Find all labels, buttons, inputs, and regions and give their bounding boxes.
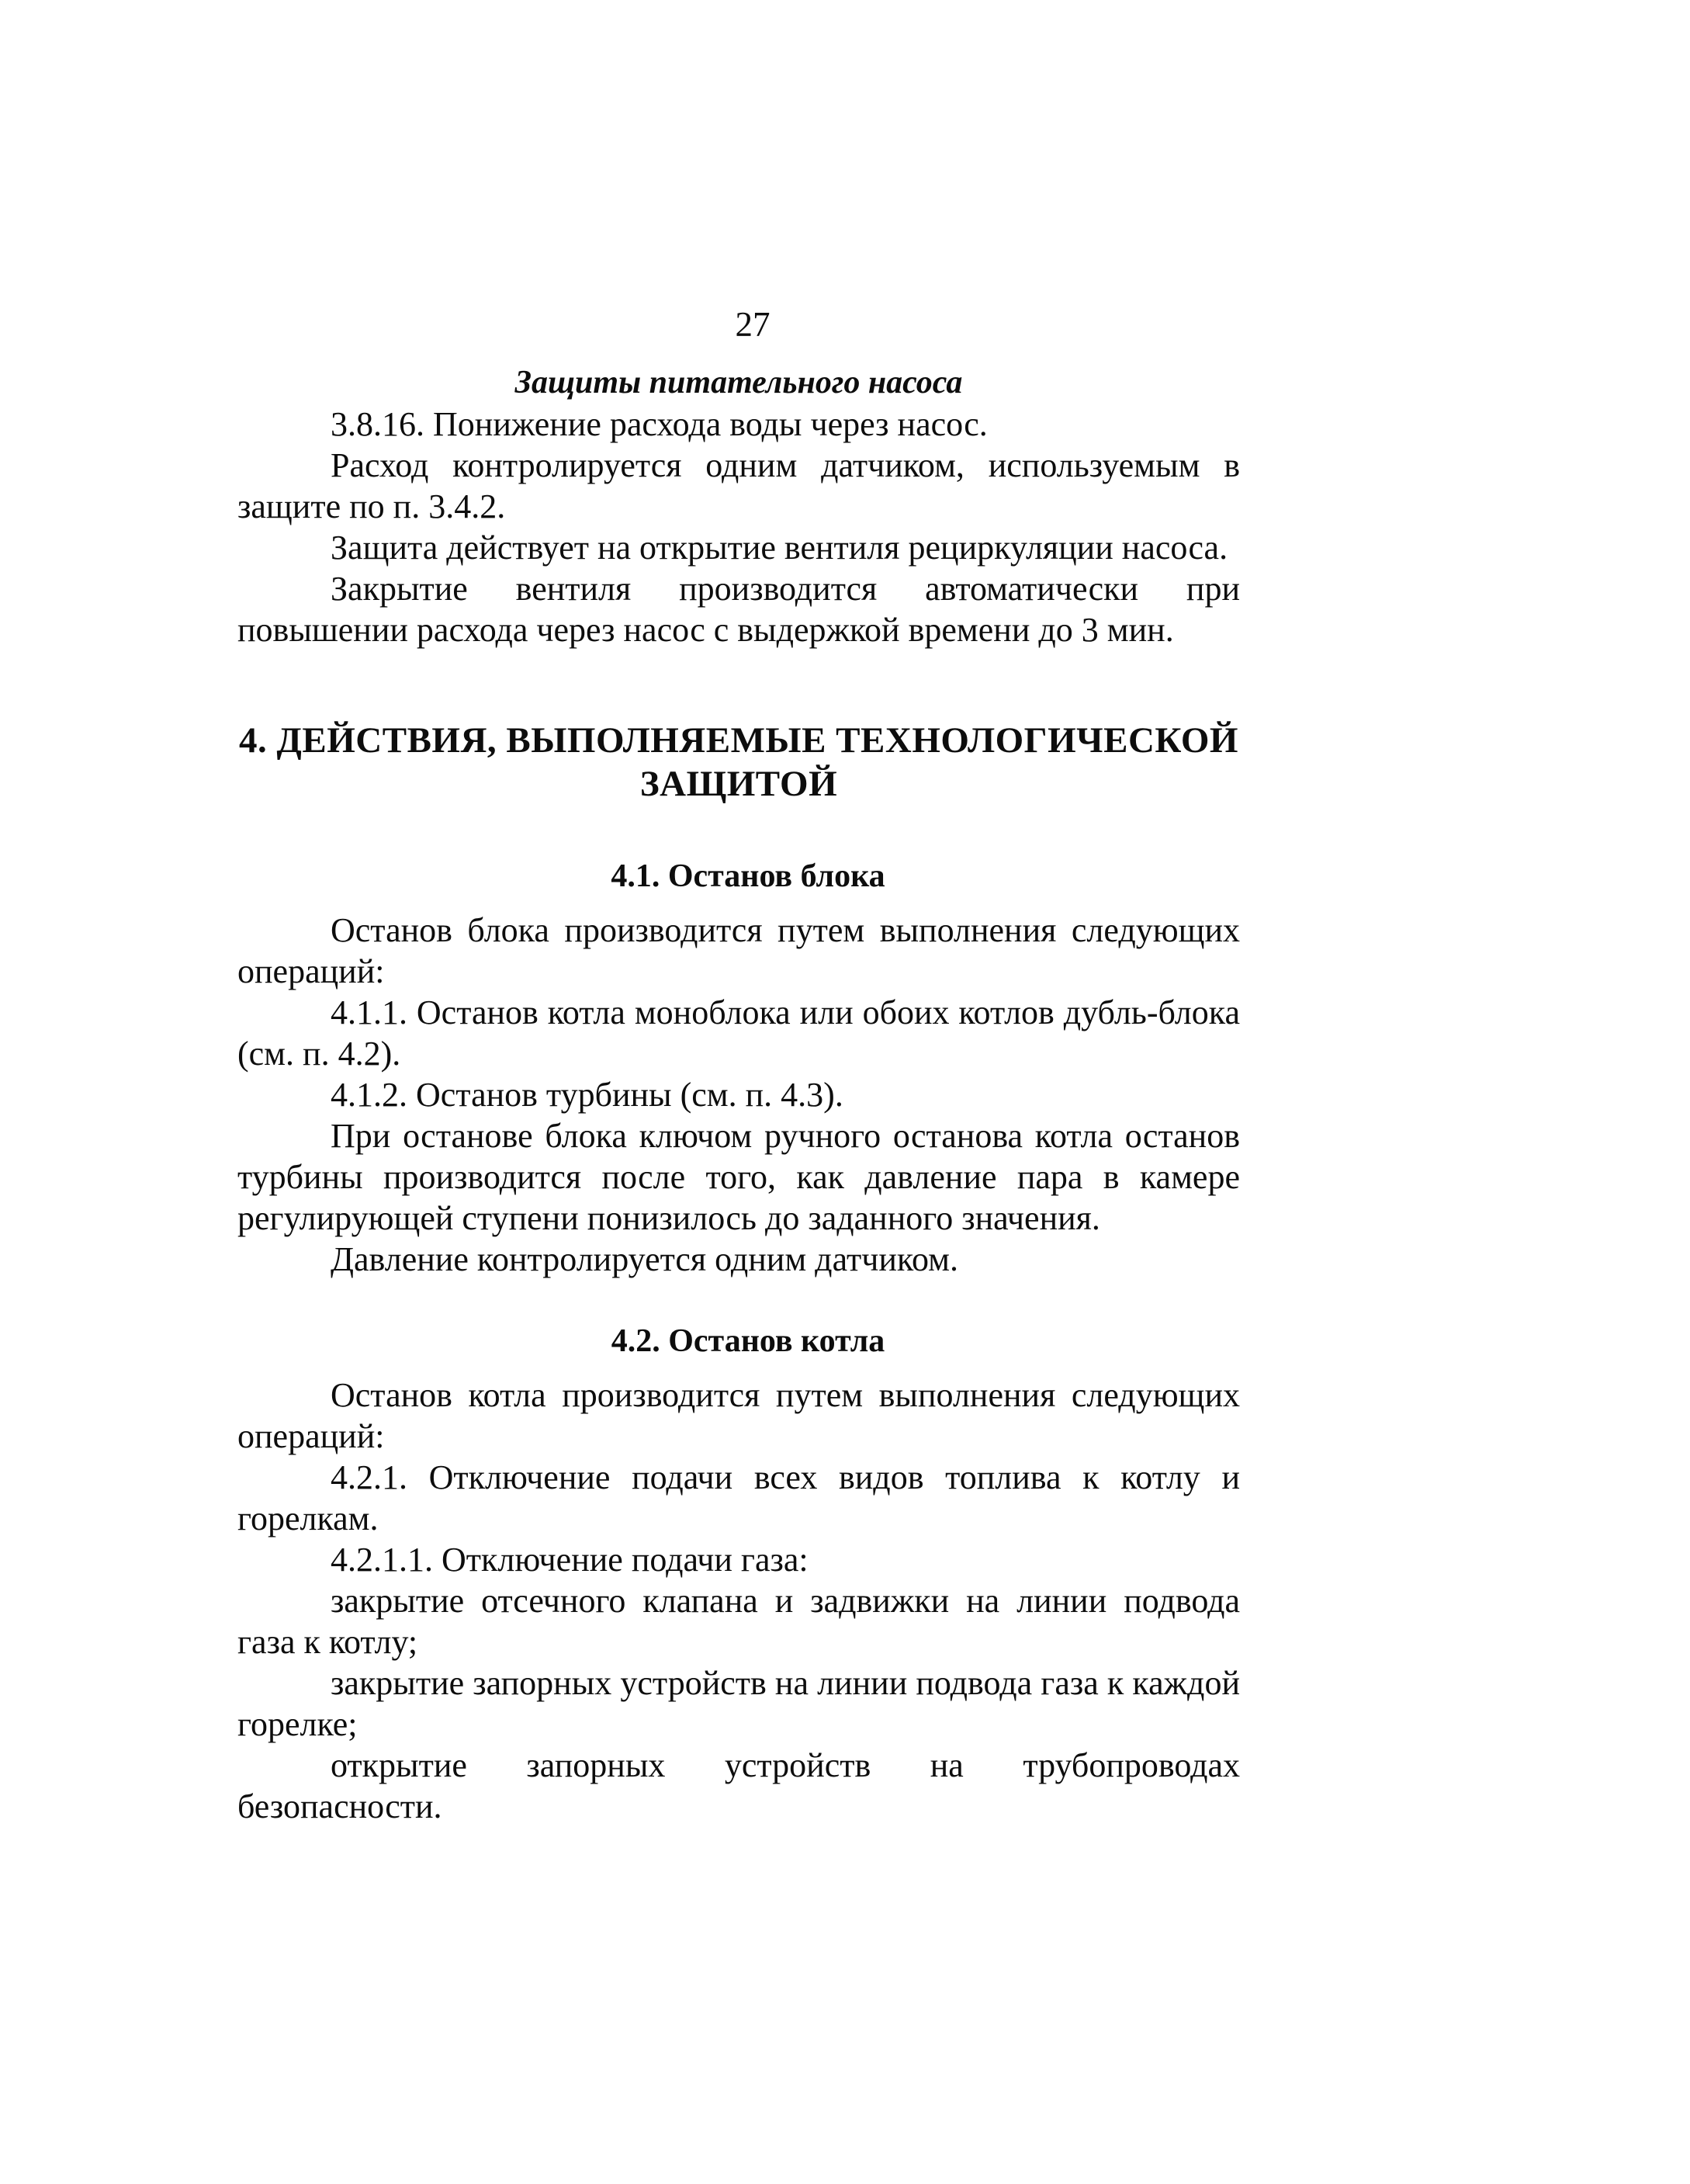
page-number: 27 [735,305,771,344]
section-4-2-heading: 4.2. Останов котла [611,1323,885,1359]
paragraph: 4.2.1.1. Отключение подачи газа: [331,1541,809,1579]
paragraph: Останов котла производится путем выполнения следующих операций: [237,1376,1240,1455]
paragraph: закрытие отсечного клапана и задвижки на линии подвода газа к котлу; [237,1582,1240,1661]
paragraph: 4.1.1. Останов котла моноблока или обоих котлов дубль-блока (см. п. 4.2). [237,993,1240,1073]
section-4-heading-line1: 4. ДЕЙСТВИЯ, ВЫПОЛНЯЕМЫЕ ТЕХНОЛОГИЧЕСКОЙ [239,720,1238,761]
section-4-heading-line2: ЗАЩИТОЙ [639,764,838,804]
paragraph: Расход контролируется одним датчиком, используемым в защите по п. 3.4.2. [237,446,1240,525]
paragraph: открытие запорных устройств на трубопроводах безопасности. [237,1746,1240,1825]
document-page [237,301,1240,1827]
paragraph: При останове блока ключом ручного останова котла останов турбины производится после того, как давление пара в камере регулирующей ступени понизилось до заданного значения. [237,1117,1240,1237]
paragraph: 3.8.16. Понижение расхода воды через насос. [331,405,988,443]
paragraph: 4.2.1. Отключение подачи всех видов топлива к котлу и горелкам. [237,1458,1240,1537]
pump-protection-heading: Защиты питательного насоса [514,365,963,400]
paragraph: Защита действует на открытие вентиля рециркуляции насоса. [331,529,1228,567]
section-4-1-heading: 4.1. Останов блока [611,858,885,894]
paragraph: Закрытие вентиля производится автоматически при повышении расхода через насос с выдержкой времени до 3 мин. [237,570,1240,649]
paragraph: Давление контролируется одним датчиком. [331,1240,959,1278]
paragraph: закрытие запорных устройств на линии подвода газа к каждой горелке; [237,1664,1240,1743]
paragraph: 4.1.2. Останов турбины (см. п. 4.3). [331,1076,843,1114]
paragraph: Останов блока производится путем выполнения следующих операций: [237,911,1240,990]
section-4-heading [237,719,1240,806]
